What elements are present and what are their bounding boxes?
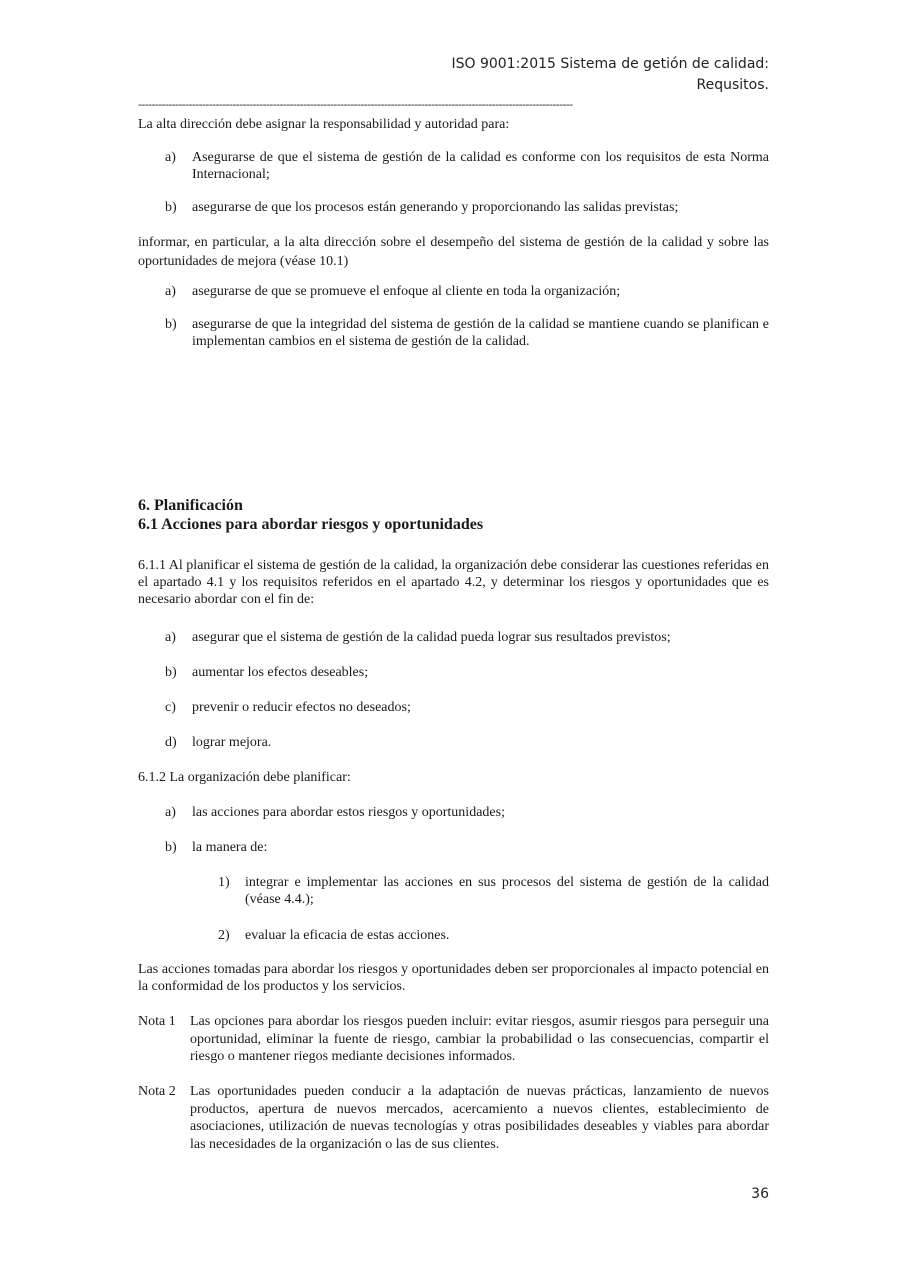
- note-text: Las oportunidades pueden conducir a la adaptación de nuevas prácticas, lanzamiento de nuevos productos, apertura de nuevos mercados, acercamiento a nuevos clientes, establecimiento de asociaciones, utilización de nuevas tecnologías y otras posibilidades deseables y viables para abordar las necesidades de la organización o las de sus clientes.: [190, 1084, 787, 1152]
- inform-paragraph: informar, en particular, a la alta dirección sobre el desempeño del sistema de gestión de la calidad y sobre las oportunidades de mejora (véase 10.1): [138, 235, 769, 269]
- intro-lead: La alta dirección debe asignar la responsabilidad y autoridad para:: [138, 117, 510, 132]
- note-label: Nota 1: [138, 1014, 176, 1029]
- list-marker: a): [165, 284, 176, 299]
- list-text: lograr mejora.: [192, 735, 272, 750]
- list-marker: b): [165, 840, 177, 855]
- list-text: aumentar los efectos deseables;: [192, 665, 369, 680]
- paragraph-6-1-2: 6.1.2 La organización debe planificar:: [138, 770, 351, 785]
- list-marker: a): [165, 150, 176, 165]
- paragraph-6-1-1: 6.1.1 Al planificar el sistema de gestión de la calidad, la organización debe considerar las cuestiones referidas en el apartado 4.1 y los requisitos referidos en el apartado 4.2, y determinar los riesgos y oportunidades que es necesario abordar con el fin de:: [138, 558, 769, 607]
- note-label: Nota 2: [138, 1084, 176, 1099]
- list-marker: d): [165, 735, 177, 750]
- list-marker: c): [165, 700, 176, 715]
- list-text: asegurarse de que los procesos están generando y proporcionando las salidas previstas;: [192, 200, 679, 215]
- header-subtitle: Requsitos.: [696, 77, 769, 93]
- list-text: integrar e implementar las acciones en sus procesos del sistema de gestión de la calidad (véase 4.4.);: [245, 875, 769, 907]
- closing-paragraph: Las acciones tomadas para abordar los riesgos y oportunidades deben ser proporcionales al impacto potencial en la conformidad de los productos y los servicios.: [138, 962, 769, 994]
- list-text: las acciones para abordar estos riesgos y oportunidades;: [192, 805, 505, 820]
- section-subtitle: 6.1 Acciones para abordar riesgos y oportunidades: [138, 516, 484, 533]
- document-page: [138, 0, 787, 1280]
- list-marker: 1): [218, 875, 230, 890]
- list-marker: a): [165, 805, 176, 820]
- list-marker: a): [165, 630, 176, 645]
- list-marker: b): [165, 665, 177, 680]
- list-marker: b): [165, 200, 177, 215]
- list-text: Asegurarse de que el sistema de gestión de la calidad es conforme con los requisitos de esta Norma Internacional;: [192, 150, 769, 182]
- list-marker: 2): [218, 928, 230, 943]
- list-text: asegurarse de que se promueve el enfoque al cliente en toda la organización;: [192, 284, 621, 299]
- list-text: asegurarse de que la integridad del sistema de gestión de la calidad se mantiene cuando se planifican e implementan cambios en el sistema de gestión de la calidad.: [192, 317, 769, 349]
- header-separator: ---------------------------------------------------------------------------------------------------------------------------------: [138, 98, 573, 111]
- list-marker: b): [165, 317, 177, 332]
- page-number: 36: [751, 1186, 769, 1202]
- list-text: asegurar que el sistema de gestión de la calidad pueda lograr sus resultados previstos;: [192, 630, 671, 645]
- list-text: evaluar la eficacia de estas acciones.: [245, 928, 450, 943]
- list-text: la manera de:: [192, 840, 268, 855]
- list-text: prevenir o reducir efectos no deseados;: [192, 700, 411, 715]
- note-text: Las opciones para abordar los riesgos pueden incluir: evitar riesgos, asumir riesgos para perseguir una oportunidad, eliminar la fuente de riesgo, cambiar la probabilidad o las consecuencias, compartir el riesgo o mantener riegos mediante decisiones informados.: [190, 1014, 769, 1064]
- header-title: ISO 9001:2015 Sistema de getión de calidad:: [451, 56, 769, 72]
- section-title: 6. Planificación: [138, 497, 243, 514]
